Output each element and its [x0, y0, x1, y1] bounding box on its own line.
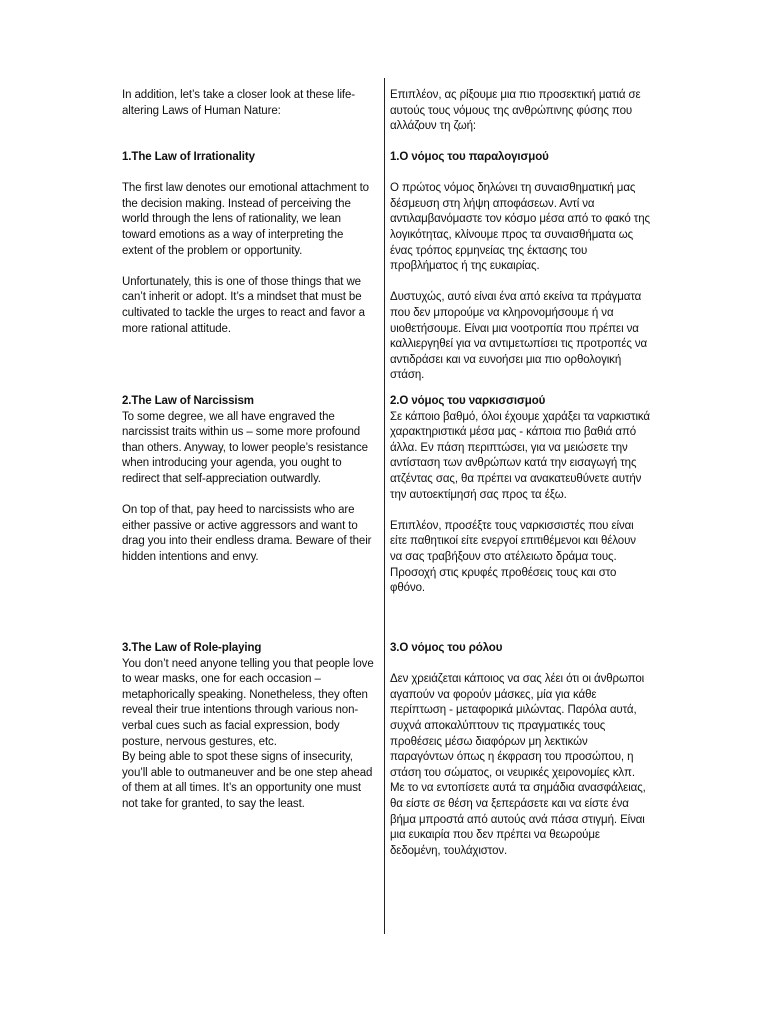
- law1-en-paragraph-1: The first law denotes our emotional attachment to the decision making. Instead of perceiving the world through the lens of rationality, we lean toward emotions as a way of interpreting the extent of the problem or opportunity.: [122, 182, 369, 257]
- law3-el-paragraph-2: Με το να εντοπίσετε αυτά τα σημάδια ανασφάλειας, θα είστε σε θέση να ξεπεράσετε και να είστε ένα βήμα μπροστά από αυτούς ανά πάσα στιγμή. Είναι μια ευκαιρία που δεν πρέπει να θεωρούμε δεδομένη, τουλάχιστον.: [390, 782, 646, 857]
- law1-en-paragraph-2: Unfortunately, this is one of those things that we can’t inherit or adopt. It’s a mindset that must be cultivated to tackle the urges to react and favor a more rational attitude.: [122, 275, 365, 335]
- law1-el-paragraph-2: Δυστυχώς, αυτό είναι ένα από εκείνα τα πράγματα που δεν μπορούμε να κληρονομήσουμε ή να υιοθετήσουμε. Είναι μια νοοτροπία που πρέπει να καλλιεργηθεί για να αντιμετωπίσει τις προτροπές να αντιδράσει και να ευνοήσει μια πιο ορθολογική στάση.: [390, 291, 648, 382]
- law1-el-paragraph-1: Ο πρώτος νόμος δηλώνει τη συναισθηματική μας δέσμευση στη λήψη αποφάσεων. Αντί να αντιλαμβανόμαστε τον κόσμο μέσα από το φακό της λογικότητας, κλίνουμε προς τα συναισθήματα ως ένας τρόπος ερμηνείας της έκτασης του προβλήματος ή της ευκαιρίας.: [390, 182, 650, 273]
- law2-en-heading: 2.The Law of Narcissism: [122, 395, 254, 407]
- law2-en: [122, 394, 374, 566]
- law3-en-paragraph-1: You don’t need anyone telling you that people love to wear masks, one for each occasion – metaphorically speaking. Nonetheless, they often reveal their true intentions through various non-verbal cues such as facial expression, body posture, nervous gestures, etc.: [122, 657, 374, 748]
- intro-en: [122, 88, 374, 119]
- law2-el-paragraph-1: Σε κάποιο βαθμό, όλοι έχουμε χαράξει τα ναρκιστικά χαρακτηριστικά μέσα μας - κάποια πιο βαθιά από άλλα. Εν πάση περιπτώσει, για να μειώσετε την αντίσταση των ανθρώπων κατά την εισαγωγή της ατζέντας σας, θα πρέπει να ανακατευθύνετε αυτήν την αυτοεκτίμησή σας προς τα έξω.: [390, 410, 650, 501]
- law3-en: [122, 641, 374, 813]
- column-divider: [384, 78, 385, 934]
- law3-el-heading: 3.Ο νόμος του ρόλου: [390, 642, 503, 654]
- law2-en-paragraph-2: On top of that, pay heed to narcissists who are either passive or active aggressors and want to drag you into their endless drama. Beware of their hidden intentions and envy.: [122, 504, 372, 563]
- law3-en-heading: 3.The Law of Role-playing: [122, 642, 262, 654]
- law2-el-paragraph-2: Επιπλέον, προσέξτε τους ναρκισσιστές που είναι είτε παθητικοί είτε ενεργοί επιτιθέμενοι και θέλουν να σας τραβήξουν στο ατέλειωτο δράμα τους. Προσοχή στις κρυφές προθέσεις τους και στο φθόνο.: [390, 519, 636, 595]
- law1-en: [122, 150, 374, 337]
- law1-en-heading: 1.The Law of Irrationality: [122, 151, 255, 163]
- law2-el: [390, 394, 650, 597]
- law3-en-paragraph-2: By being able to spot these signs of insecurity, you’ll able to outmaneuver and be one step ahead of them at all times. It’s an opportunity one must not take for granted, to say the least.: [122, 751, 373, 810]
- intro-el-text: Επιπλέον, ας ρίξουμε μια πιο προσεκτική ματιά σε αυτούς τους νόμους της ανθρώπινης φύσης που αλλάζουν τη ζωή:: [390, 89, 641, 133]
- law1-el: [390, 150, 650, 384]
- intro-el: [390, 88, 650, 135]
- law3-el: [390, 641, 650, 859]
- law1-el-heading: 1.Ο νόμος του παραλογισμού: [390, 151, 549, 163]
- law2-en-paragraph-1: To some degree, we all have engraved the narcissist traits within us – some more profound than others. Anyway, to lower people’s resistance when introducing your agenda, you ought to redirect that self-appreciation outwardly.: [122, 410, 368, 485]
- intro-en-text: In addition, let’s take a closer look at these life-altering Laws of Human Nature:: [122, 89, 356, 117]
- law3-el-paragraph-1: Δεν χρειάζεται κάποιος να σας λέει ότι οι άνθρωποι αγαπούν να φορούν μάσκες, μία για κάθε περίπτωση - μεταφορικά μιλώντας. Παρόλα αυτά, συχνά αποκαλύπτουν τις πραγματικές τους προθέσεις μέσω διαφόρων μη λεκτικών παραγόντων όπως η έκφραση του προσώπου, η στάση του σώματος, οι νευρικές χειρονομίες κλπ.: [390, 673, 645, 779]
- law2-el-heading: 2.Ο νόμος του ναρκισσισμού: [390, 395, 546, 407]
